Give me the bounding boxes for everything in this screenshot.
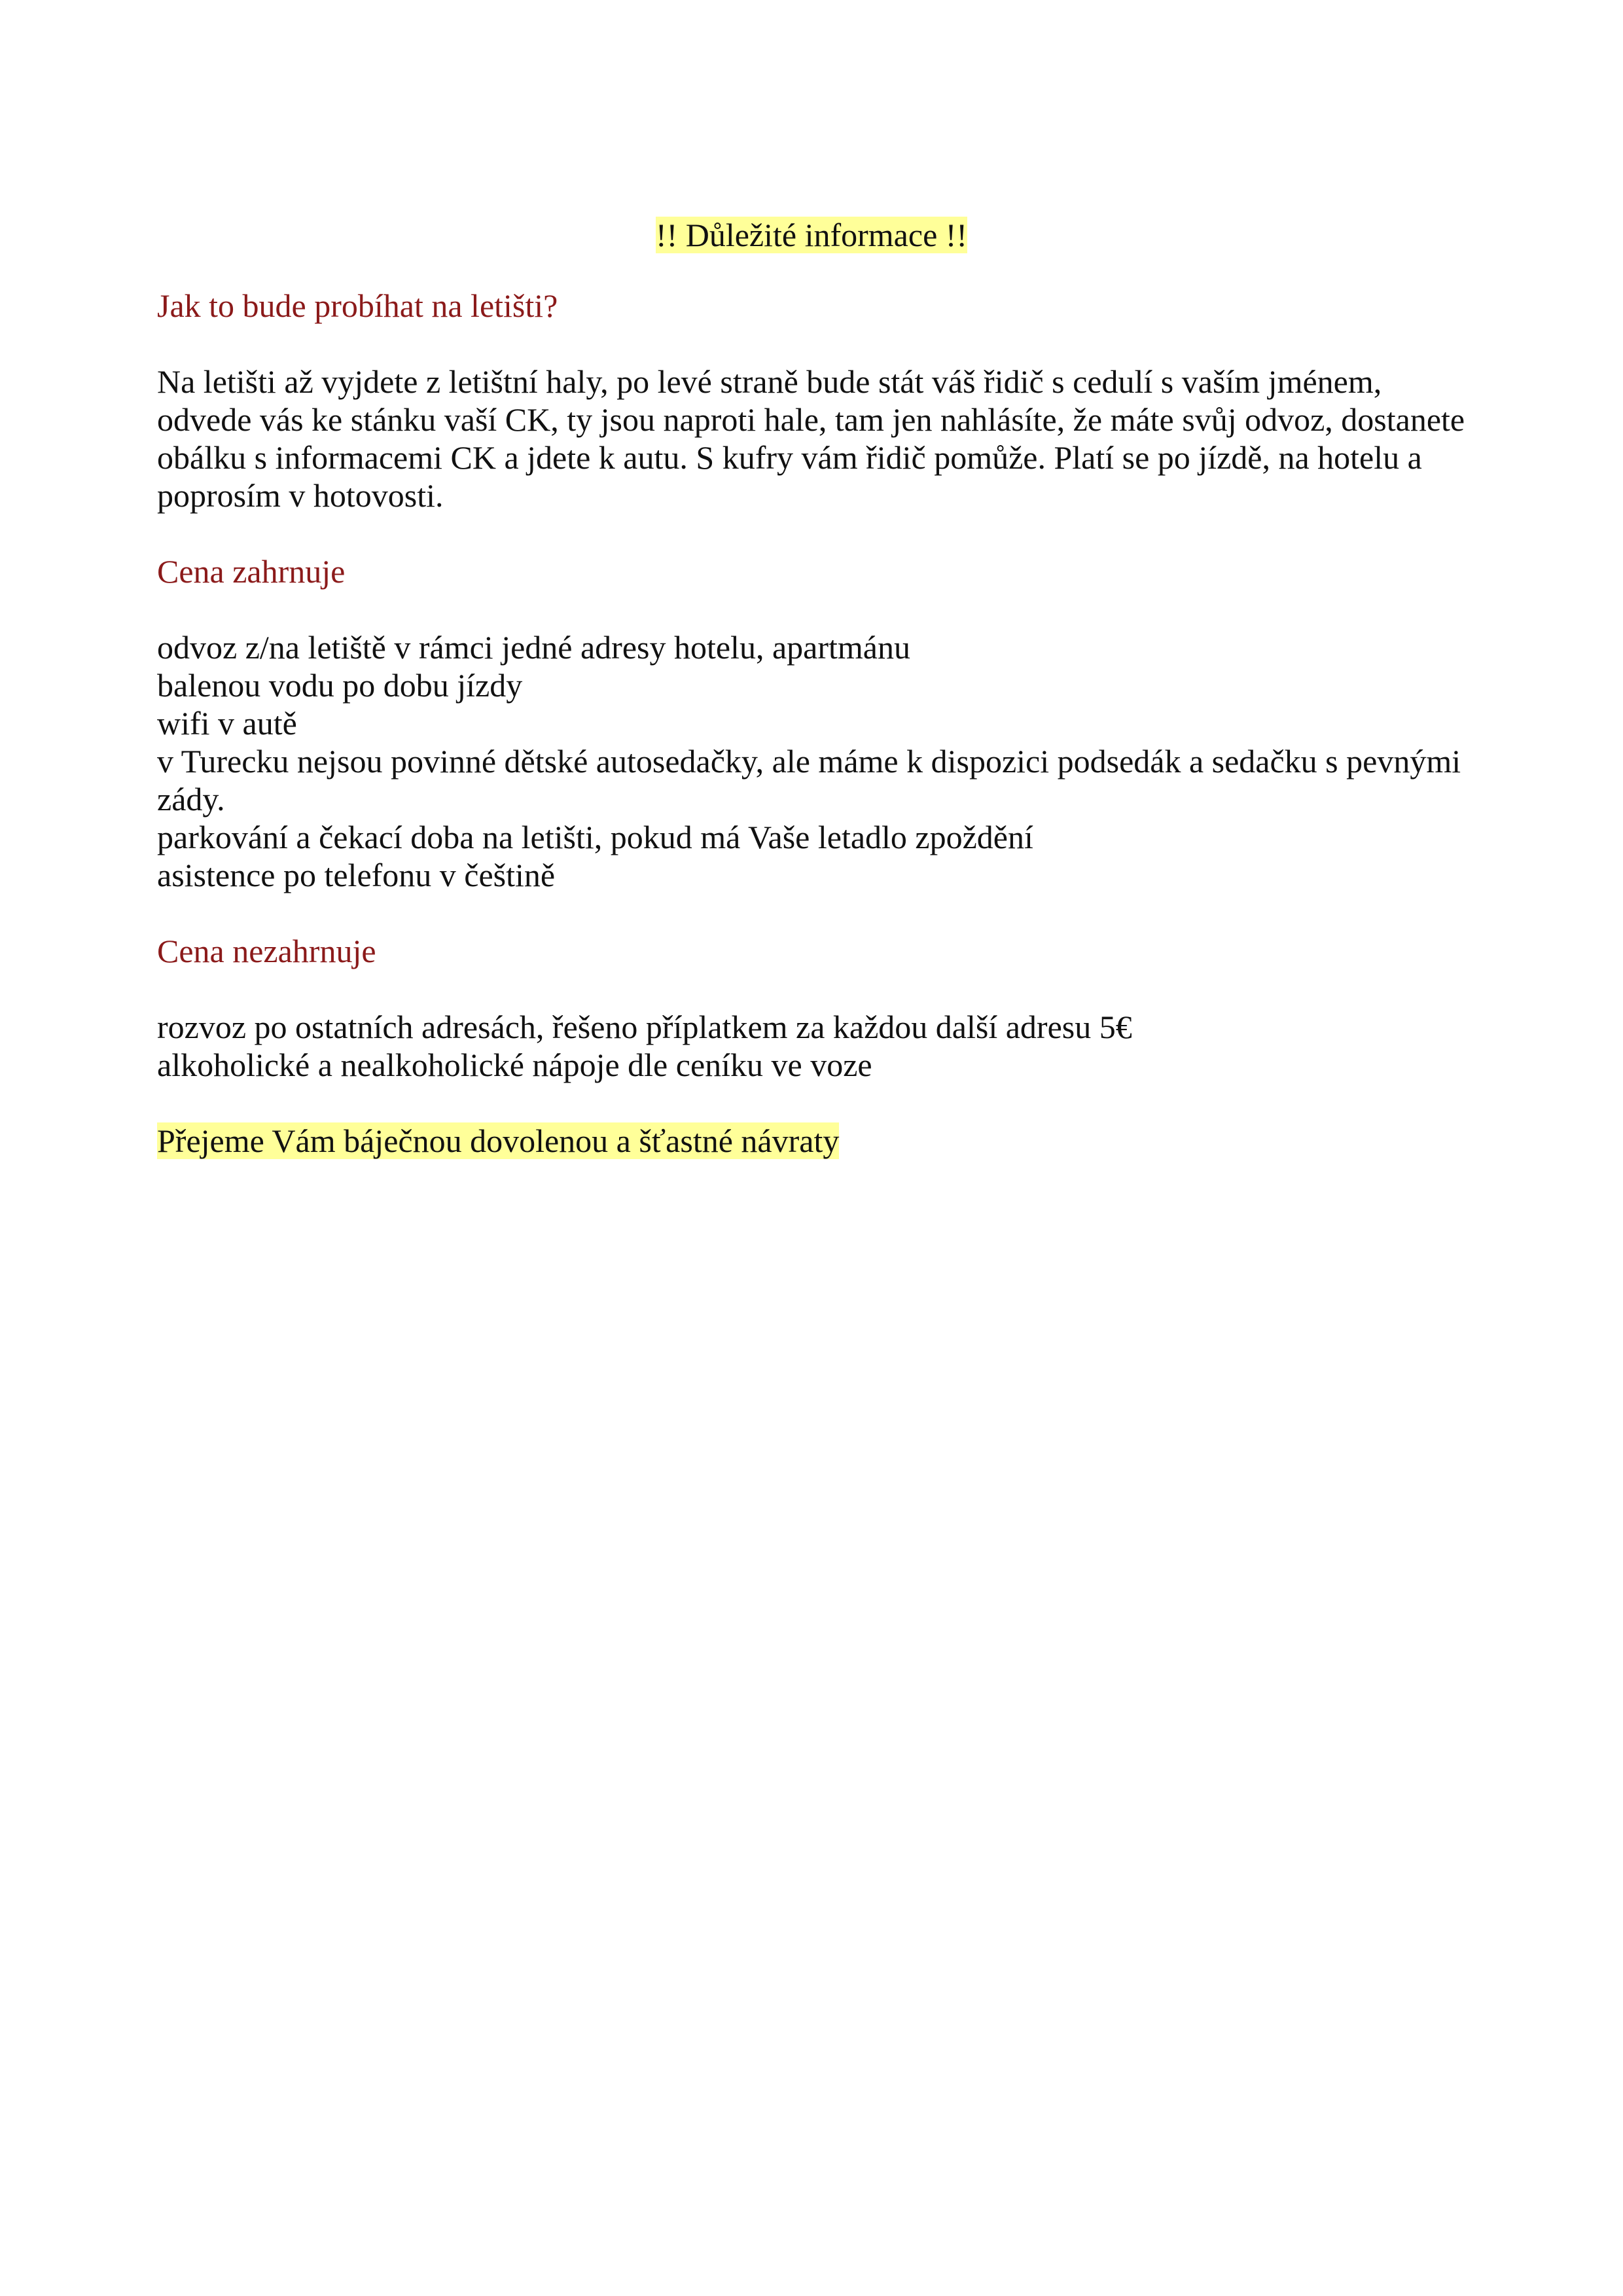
document-content — [157, 216, 1492, 1160]
list-item: alkoholické a nealkoholické nápoje dle ceníku ve voze — [157, 1047, 872, 1083]
list-item: rozvoz po ostatních adresách, řešeno příplatkem za každou další adresu 5€ — [157, 1009, 1132, 1045]
list-item: balenou vodu po dobu jízdy — [157, 667, 523, 704]
list-item: odvoz z/na letiště v rámci jedné adresy hotelu, apartmánu — [157, 629, 910, 666]
page-title: !! Důležité informace !! — [655, 217, 968, 253]
heading-price-included: Cena zahrnuje — [157, 553, 346, 590]
list-item: asistence po telefonu v češtině — [157, 857, 556, 893]
title-row — [157, 216, 1466, 254]
list-item: wifi v autě — [157, 705, 297, 742]
list-price-included — [157, 628, 1486, 894]
list-price-excluded — [157, 1008, 1486, 1084]
heading-price-excluded: Cena nezahrnuje — [157, 933, 376, 969]
paragraph-airport: Na letišti až vyjdete z letištní haly, po levé straně bude stát váš řidič s cedulí s vaším jménem, odvede vás ke stánku vaší CK, ty jsou naproti hale, tam jen nahlásíte, že máte svůj odvoz, dostanete obálku s informacemi CK a jdete k autu. S kufry vám řidič pomůže. Platí se po jízdě, na hotelu a poprosím v hotovosti. — [157, 363, 1465, 514]
closing-row — [157, 1122, 1492, 1160]
list-item: parkování a čekací doba na letišti, pokud má Vaše letadlo zpoždění — [157, 819, 1033, 855]
closing-message: Přejeme Vám báječnou dovolenou a šťastné návraty — [157, 1122, 840, 1159]
list-item: v Turecku nejsou povinné dětské autosedačky, ale máme k dispozici podsedák a sedačku s pevnými zády. — [157, 743, 1461, 817]
heading-airport: Jak to bude probíhat na letišti? — [157, 287, 558, 324]
